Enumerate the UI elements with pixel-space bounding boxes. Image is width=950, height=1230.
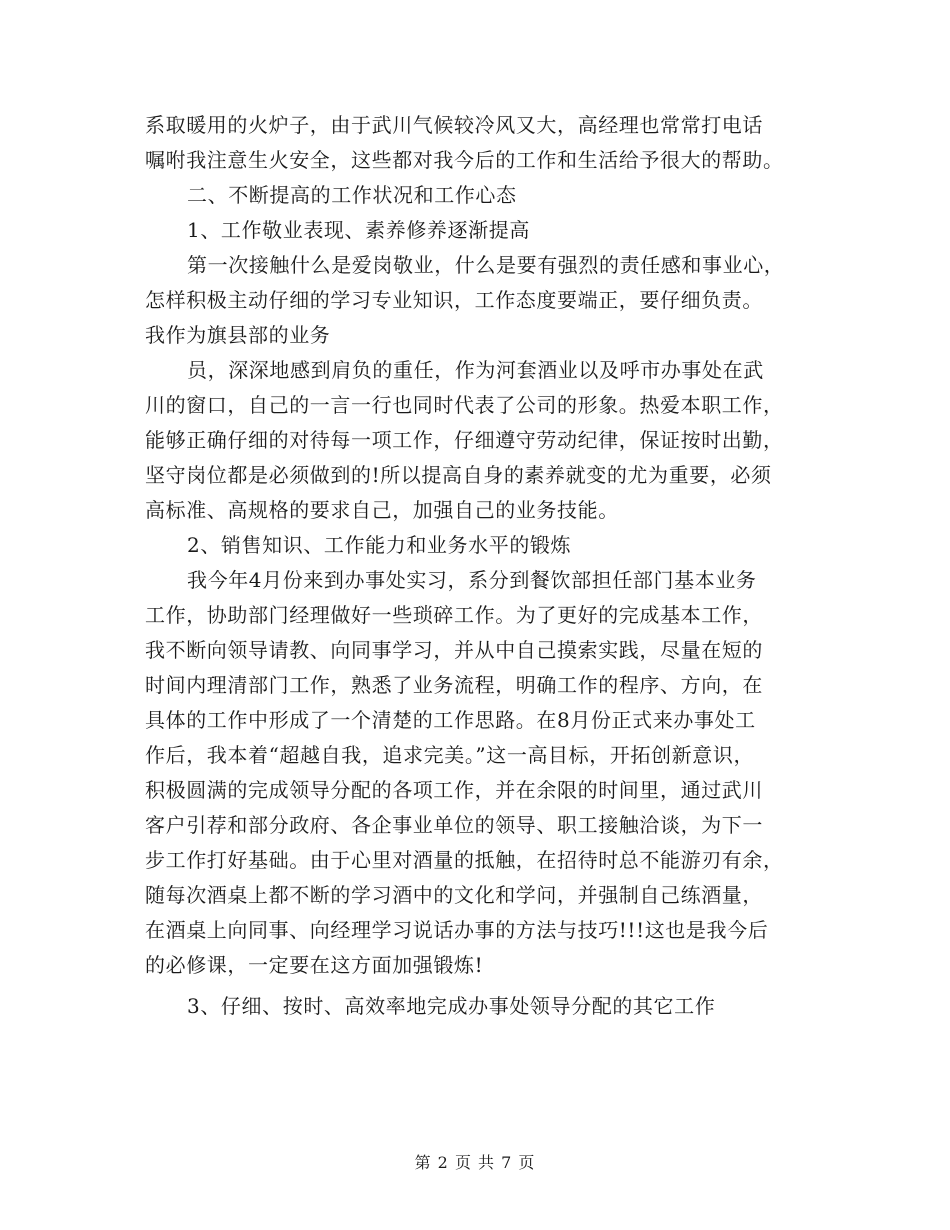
text-line: 二、不断提高的工作状况和工作心态 [187,183,517,207]
text-line: 的必修课，一定要在这方面加强锻炼! [145,953,484,977]
text-line: 客户引荐和部分政府、各企事业单位的领导、职工接触洽谈，为下一 [145,813,763,837]
text-line: 我作为旗县部的业务 [145,323,331,347]
text-line: 嘱咐我注意生火安全，这些都对我今后的工作和生活给予很大的帮助。 [145,148,784,172]
text-line: 2、销售知识、工作能力和业务水平的锻炼 [187,533,572,557]
text-line: 时间内理清部门工作，熟悉了业务流程，明确工作的程序、方向，在 [145,673,763,697]
page-footer: 第 2 页 共 7 页 [414,1153,536,1172]
text-line: 步工作打好基础。由于心里对酒量的抵触，在招待时总不能游刃有余， [145,848,784,872]
text-line: 作后，我本着“超越自我，追求完美。”这一高目标，开拓创新意识， [145,743,755,767]
text-line: 具体的工作中形成了一个清楚的工作思路。在8月份正式来办事处工 [145,708,756,732]
text-line: 工作，协助部门经理做好一些琐碎工作。为了更好的完成基本工作， [145,603,763,627]
text-line: 怎样积极主动仔细的学习专业知识，工作态度要端正，要仔细负责。 [145,288,763,312]
text-line: 第一次接触什么是爱岗敬业，什么是要有强烈的责任感和事业心， [187,253,785,277]
text-line: 我不断向领导请教、向同事学习，并从中自己摸索实践，尽量在短的 [145,638,763,662]
text-line: 能够正确仔细的对待每一项工作，仔细遵守劳动纪律，保证按时出勤， [145,428,784,452]
text-line: 高标准、高规格的要求自己，加强自己的业务技能。 [145,498,619,522]
text-line: 1、工作敬业表现、素养修养逐渐提高 [187,218,530,242]
text-line: 积极圆满的完成领导分配的各项工作，并在余限的时间里，通过武川 [145,778,763,802]
text-line: 在酒桌上向同事、向经理学习说话办事的方法与技巧!!!这也是我今后 [145,918,769,942]
text-line: 随每次酒桌上都不断的学习酒中的文化和学问，并强制自己练酒量， [145,883,763,907]
text-line: 川的窗口，自己的一言一行也同时代表了公司的形象。热爱本职工作， [145,393,784,417]
text-line: 3、仔细、按时、高效率地完成办事处领导分配的其它工作 [187,994,716,1018]
text-line: 我今年4月份来到办事处实习，系分到餐饮部担任部门基本业务 [187,568,757,592]
text-line: 系取暖用的火炉子，由于武川气候较冷风又大，高经理也常常打电话 [145,113,763,137]
text-line: 员，深深地感到肩负的重任，作为河套酒业以及呼市办事处在武 [187,358,764,382]
document-body [145,108,815,1024]
text-line: 坚守岗位都是必须做到的!所以提高自身的素养就变的尤为重要，必须 [145,463,772,487]
